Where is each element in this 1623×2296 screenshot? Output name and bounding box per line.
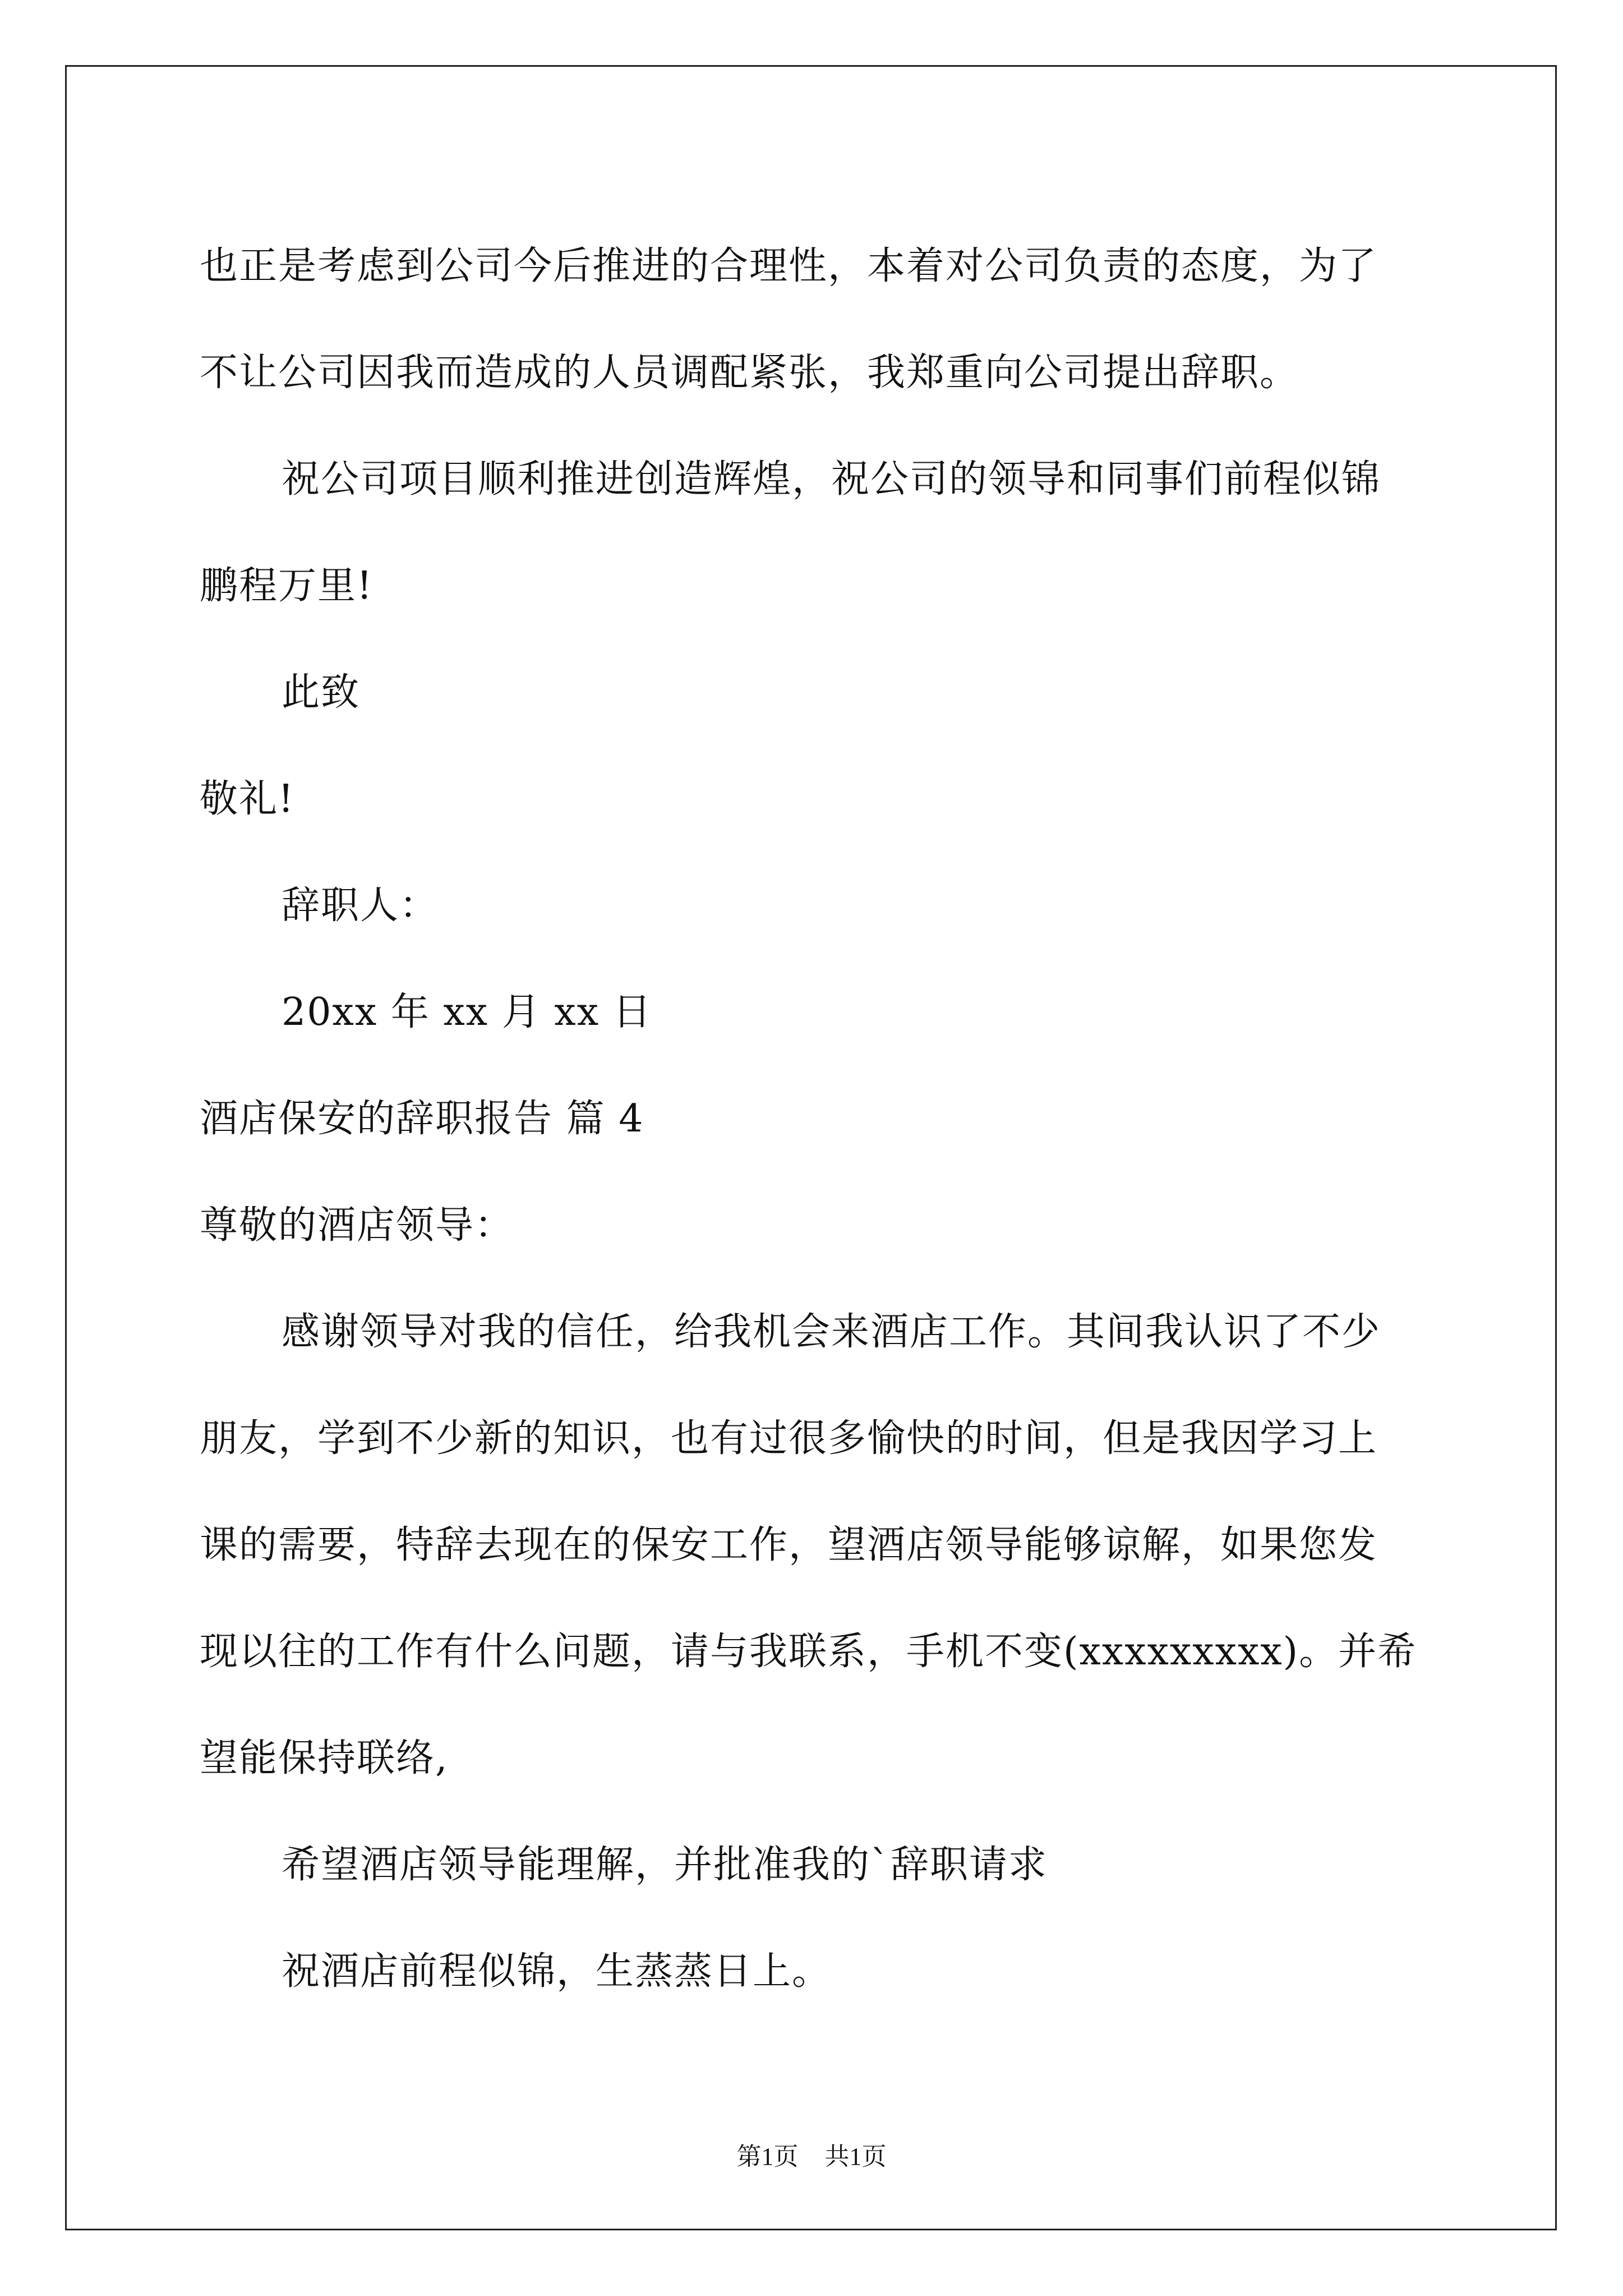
paragraph-line: 祝公司项目顺利推进创造辉煌，祝公司的领导和同事们前程似锦 (282, 457, 1381, 501)
page-number: 第1页 (736, 2143, 799, 2170)
paragraph-line: 鹏程万里! (200, 564, 374, 608)
signature-line: 辞职人： (282, 884, 439, 928)
section-heading: 酒店保安的辞职报告 篇 4 (200, 1097, 644, 1141)
salutation-line: 敬礼! (200, 777, 295, 821)
paragraph-line: 希望酒店领导能理解，并批准我的`辞职请求 (282, 1843, 1048, 1887)
greeting-line: 尊敬的酒店领导： (200, 1203, 514, 1248)
paragraph-line: 现以往的工作有什么问题，请与我联系，手机不变(xxxxxxxxx)。并希 (200, 1630, 1417, 1674)
paragraph-line: 不让公司因我而造成的人员调配紧张，我郑重向公司提出辞职。 (200, 351, 1299, 395)
paragraph-line: 朋友，学到不少新的知识，也有过很多愉快的时间，但是我因学习上 (200, 1416, 1378, 1461)
salutation-line: 此致 (282, 670, 361, 715)
paragraph-line: 也正是考虑到公司今后推进的合理性，本着对公司负责的态度，为了 (200, 244, 1378, 288)
page-total: 共1页 (824, 2143, 887, 2170)
paragraph-line: 感谢领导对我的信任，给我机会来酒店工作。其间我认识了不少 (282, 1310, 1381, 1354)
paragraph-line: 课的需要，特辞去现在的保安工作，望酒店领导能够谅解，如果您发 (200, 1523, 1378, 1567)
date-line: 20xx 年 xx 月 xx 日 (282, 990, 652, 1034)
paragraph-line: 望能保持联络, (200, 1736, 449, 1780)
document-body (200, 213, 1428, 2025)
paragraph-line: 祝酒店前程似锦，生蒸蒸日上。 (282, 1949, 832, 1994)
page-footer (0, 2136, 1623, 2172)
